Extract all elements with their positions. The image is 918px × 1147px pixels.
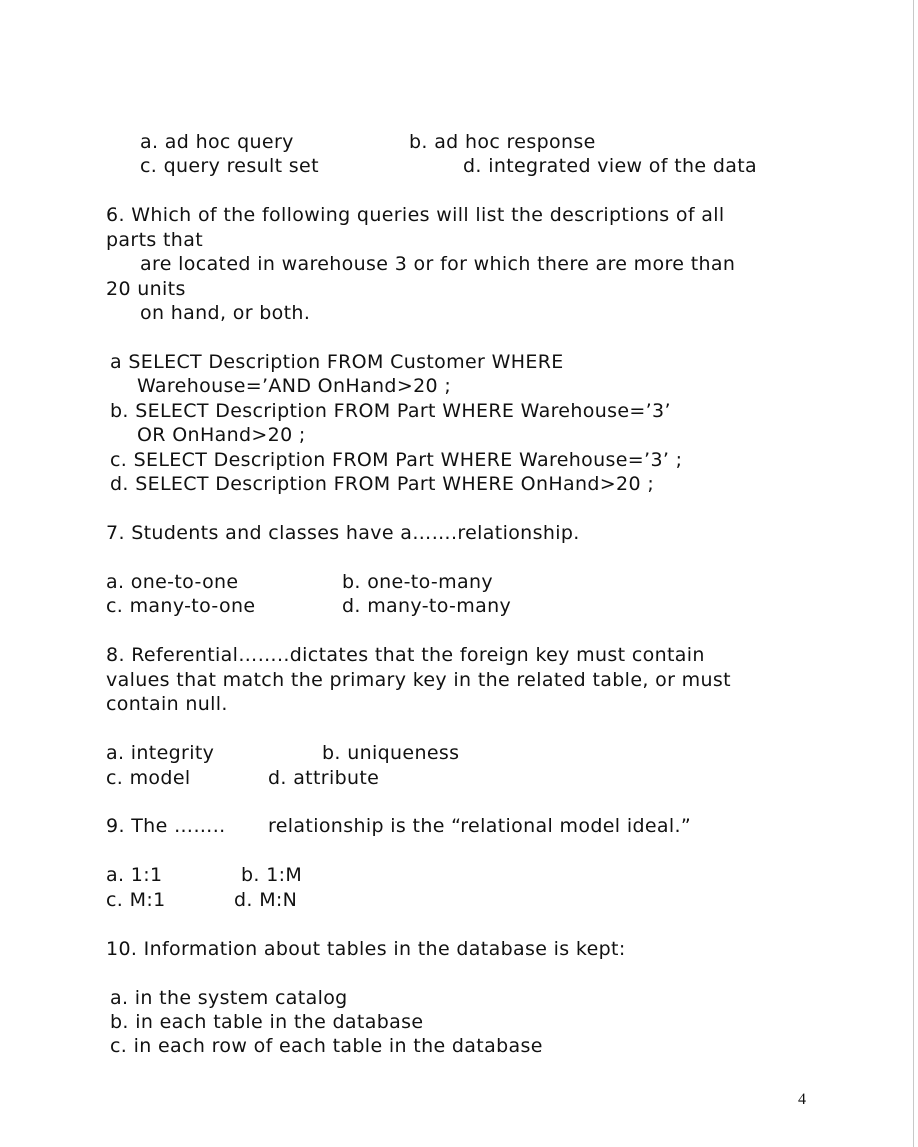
q9-option-c: c. M:1 bbox=[106, 889, 166, 911]
q8-question-line-3: contain null. bbox=[106, 693, 228, 715]
q7-option-a: a. one-to-one bbox=[106, 571, 239, 593]
q10-option-a: a. in the system catalog bbox=[110, 987, 348, 1009]
q8-option-d: d. attribute bbox=[268, 767, 380, 789]
q9-question-suffix: relationship is the “relational model ideal.” bbox=[268, 815, 692, 837]
q6-option-d: d. SELECT Description FROM Part WHERE OnHand>20 ; bbox=[110, 473, 655, 495]
q10-question: 10. Information about tables in the database is kept: bbox=[106, 938, 626, 960]
q6-question-line-1: 6. Which of the following queries will list the descriptions of all bbox=[106, 204, 725, 226]
q6-option-a-line-2: Warehouse=’AND OnHand>20 ; bbox=[137, 375, 452, 397]
q9-option-a: a. 1:1 bbox=[106, 864, 163, 886]
q9-question-prefix: 9. The …….. bbox=[106, 815, 226, 837]
q5-option-b: b. ad hoc response bbox=[409, 131, 596, 153]
q6-question-line-4: 20 units bbox=[106, 278, 186, 300]
q8-question-line-1: 8. Referential……..dictates that the foreign key must contain bbox=[106, 644, 705, 666]
q7-question: 7. Students and classes have a…….relationship. bbox=[106, 522, 580, 544]
q6-option-a-line-1: a SELECT Description FROM Customer WHERE bbox=[110, 351, 564, 373]
q5-option-c: c. query result set bbox=[140, 155, 319, 177]
q7-option-b: b. one-to-many bbox=[342, 571, 493, 593]
q6-question-line-3: are located in warehouse 3 or for which there are more than bbox=[140, 253, 736, 275]
q10-option-c: c. in each row of each table in the database bbox=[110, 1035, 543, 1057]
q6-option-c: c. SELECT Description FROM Part WHERE Warehouse=’3’ ; bbox=[110, 449, 683, 471]
q7-option-d: d. many-to-many bbox=[342, 595, 512, 617]
q10-option-b: b. in each table in the database bbox=[110, 1011, 424, 1033]
q6-option-b-line-1: b. SELECT Description FROM Part WHERE Warehouse=’3’ bbox=[110, 400, 671, 422]
page-number: 4 bbox=[798, 1091, 806, 1108]
q5-option-a: a. ad hoc query bbox=[140, 131, 294, 153]
q9-option-b: b. 1:M bbox=[241, 864, 303, 886]
q6-question-line-2: parts that bbox=[106, 229, 203, 251]
q5-option-d: d. integrated view of the data bbox=[463, 155, 758, 177]
q8-option-a: a. integrity bbox=[106, 742, 215, 764]
q8-option-c: c. model bbox=[106, 767, 191, 789]
q8-option-b: b. uniqueness bbox=[322, 742, 460, 764]
q9-option-d: d. M:N bbox=[234, 889, 298, 911]
q8-question-line-2: values that match the primary key in the related table, or must bbox=[106, 669, 731, 691]
q7-option-c: c. many-to-one bbox=[106, 595, 256, 617]
q6-question-line-5: on hand, or both. bbox=[140, 302, 311, 324]
q6-option-b-line-2: OR OnHand>20 ; bbox=[137, 424, 306, 446]
